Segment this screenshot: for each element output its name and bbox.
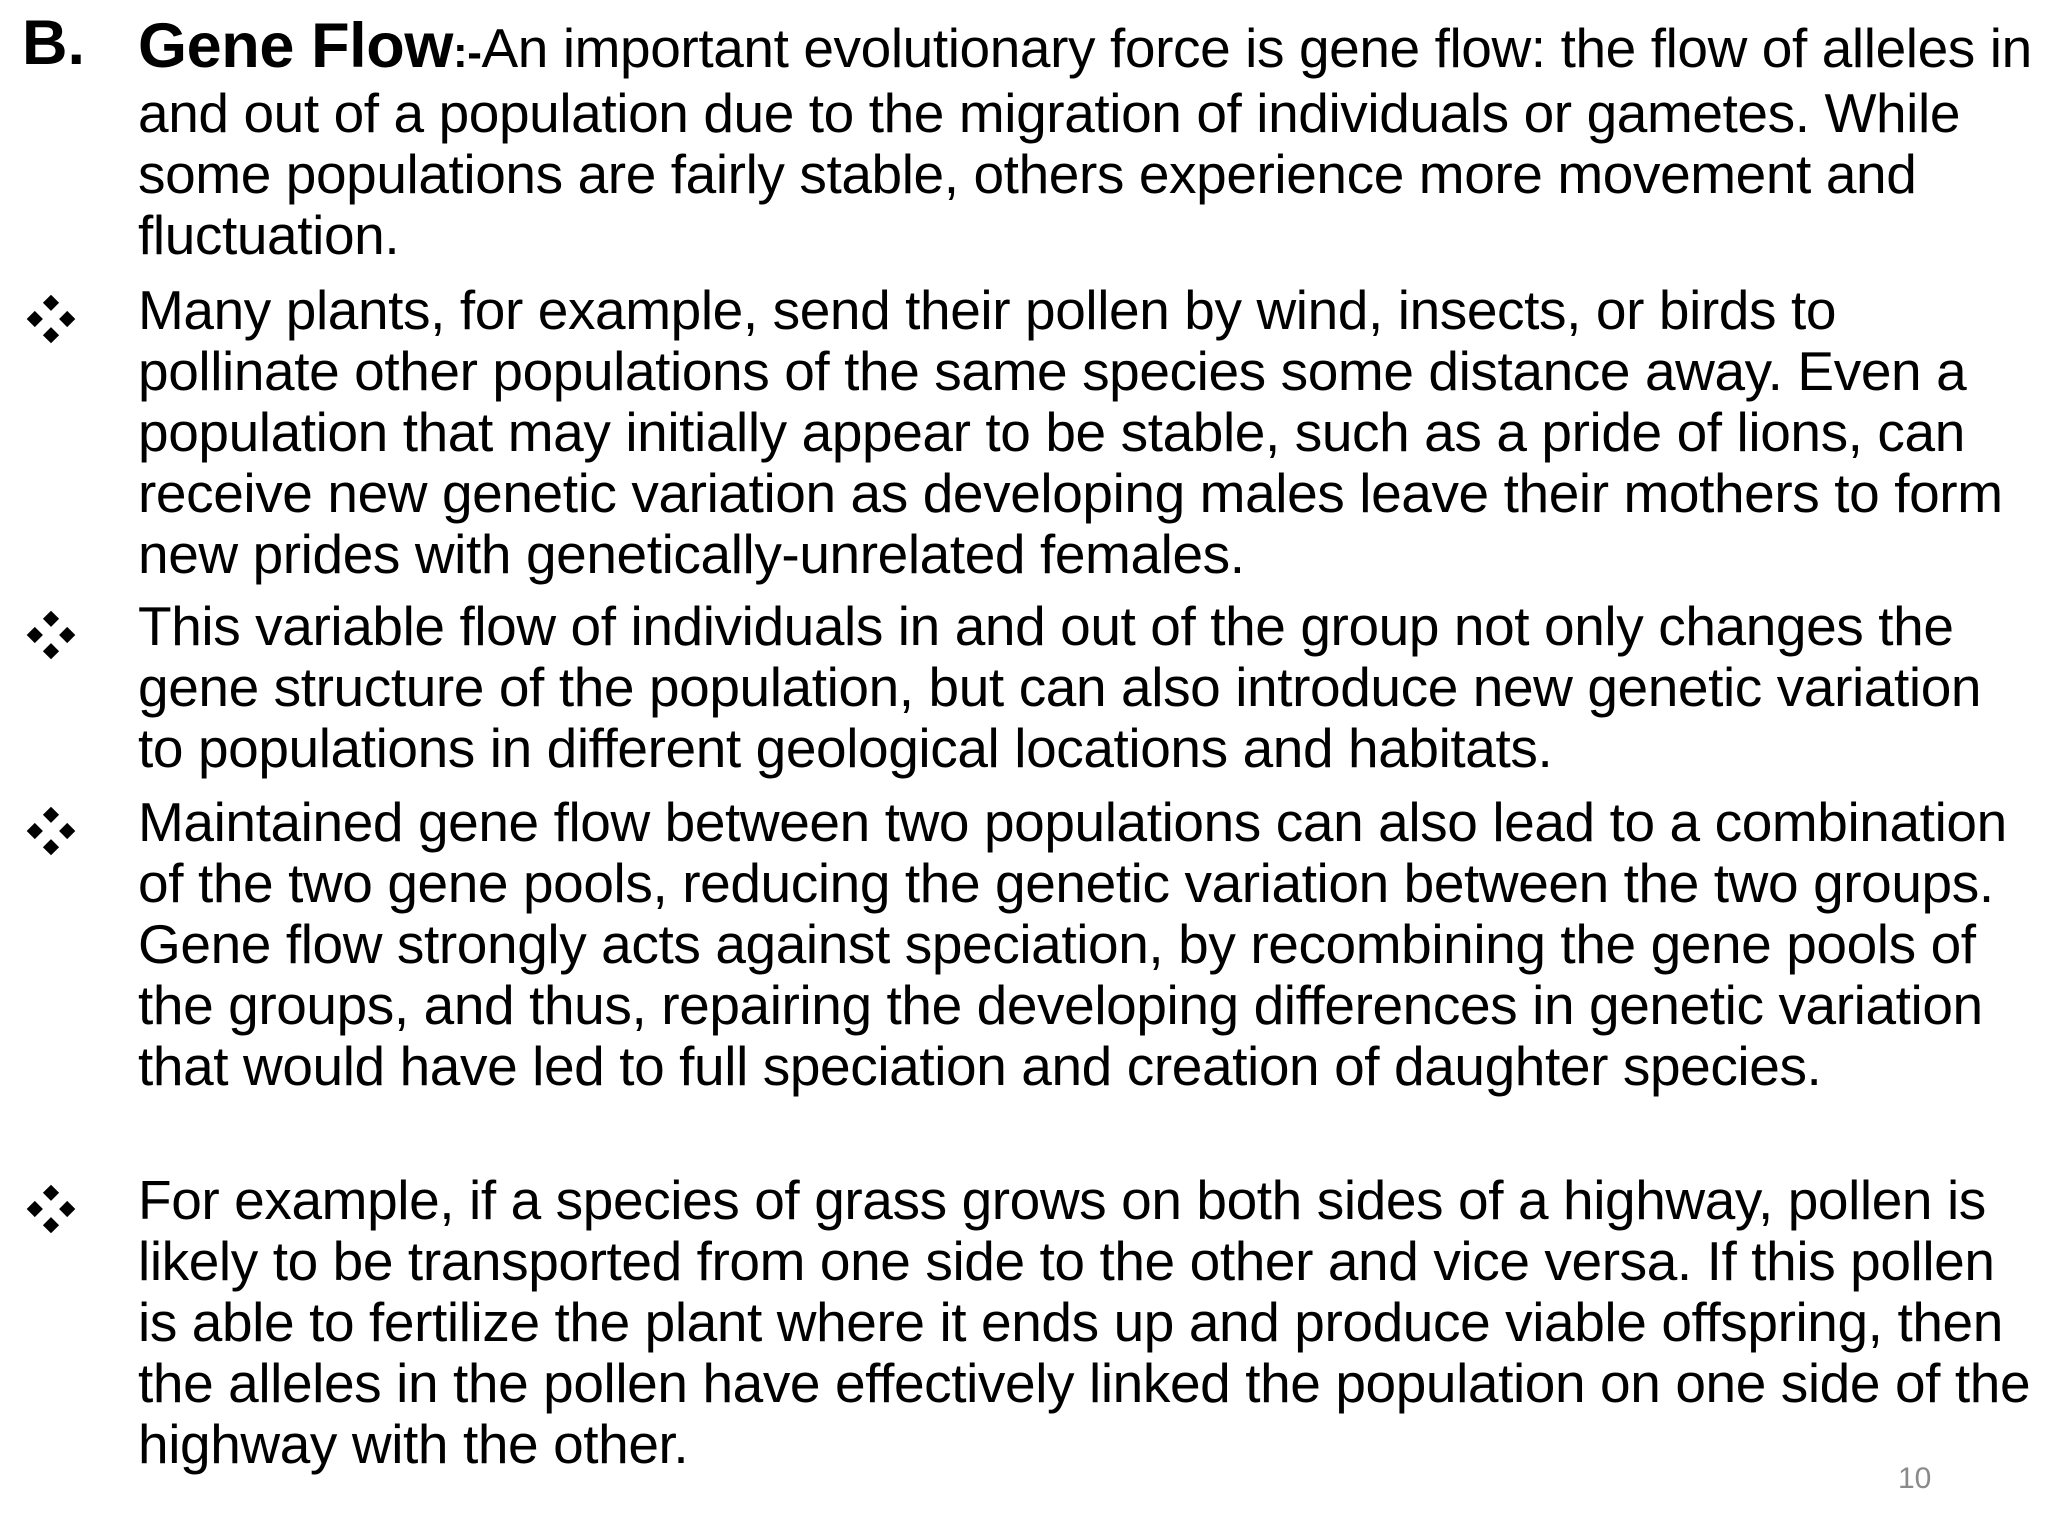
section-intro-paragraph	[138, 11, 2034, 266]
bullet-text: Many plants, for example, send their pollen by wind, insects, or birds to pollinate other populations of the same species some distance away. Even a population that may initially appear to be stable, such as a pride of lions, can receive new genetic variation as developing males leave their mothers to form new prides with genetically-unrelated females.	[138, 279, 2003, 585]
bullet-text: For example, if a species of grass grows on both sides of a highway, pollen is likely to be transported from one side to the other and vice versa. If this pollen is able to fertilize the plant where it ends up and produce viable offspring, then the alleles in the pollen have effectively linked the population on one side of the highway with the other.	[138, 1169, 2031, 1475]
four-diamond-bullet-icon	[24, 1182, 78, 1236]
four-diamond-bullet-icon	[24, 804, 78, 858]
bullet-text: Maintained gene flow between two populations can also lead to a combination of the two gene pools, reducing the genetic variation between the two groups. Gene flow strongly acts against speciation, by recombining the gene pools of the groups, and thus, repairing the developing differences in genetic variation that would have led to full speciation and creation of daughter species.	[138, 791, 2007, 1097]
section-separator: :-	[452, 28, 482, 77]
section-marker: B.	[22, 8, 85, 78]
bullet-text: This variable flow of individuals in and out of the group not only changes the gene structure of the population, but can also introduce new genetic variation to populations in different geological locations and habitats.	[138, 595, 1982, 779]
page-number: 10	[1898, 1462, 1932, 1495]
four-diamond-bullet-icon	[24, 608, 78, 662]
section-title: Gene Flow	[138, 11, 453, 81]
section-intro-text: An important evolutionary force is gene flow: the flow of alleles in and out of a population due to the migration of individuals or gametes. While some populations are fairly stable, others experience more movement and fluctuation.	[138, 17, 2032, 266]
four-diamond-bullet-icon	[24, 292, 78, 346]
